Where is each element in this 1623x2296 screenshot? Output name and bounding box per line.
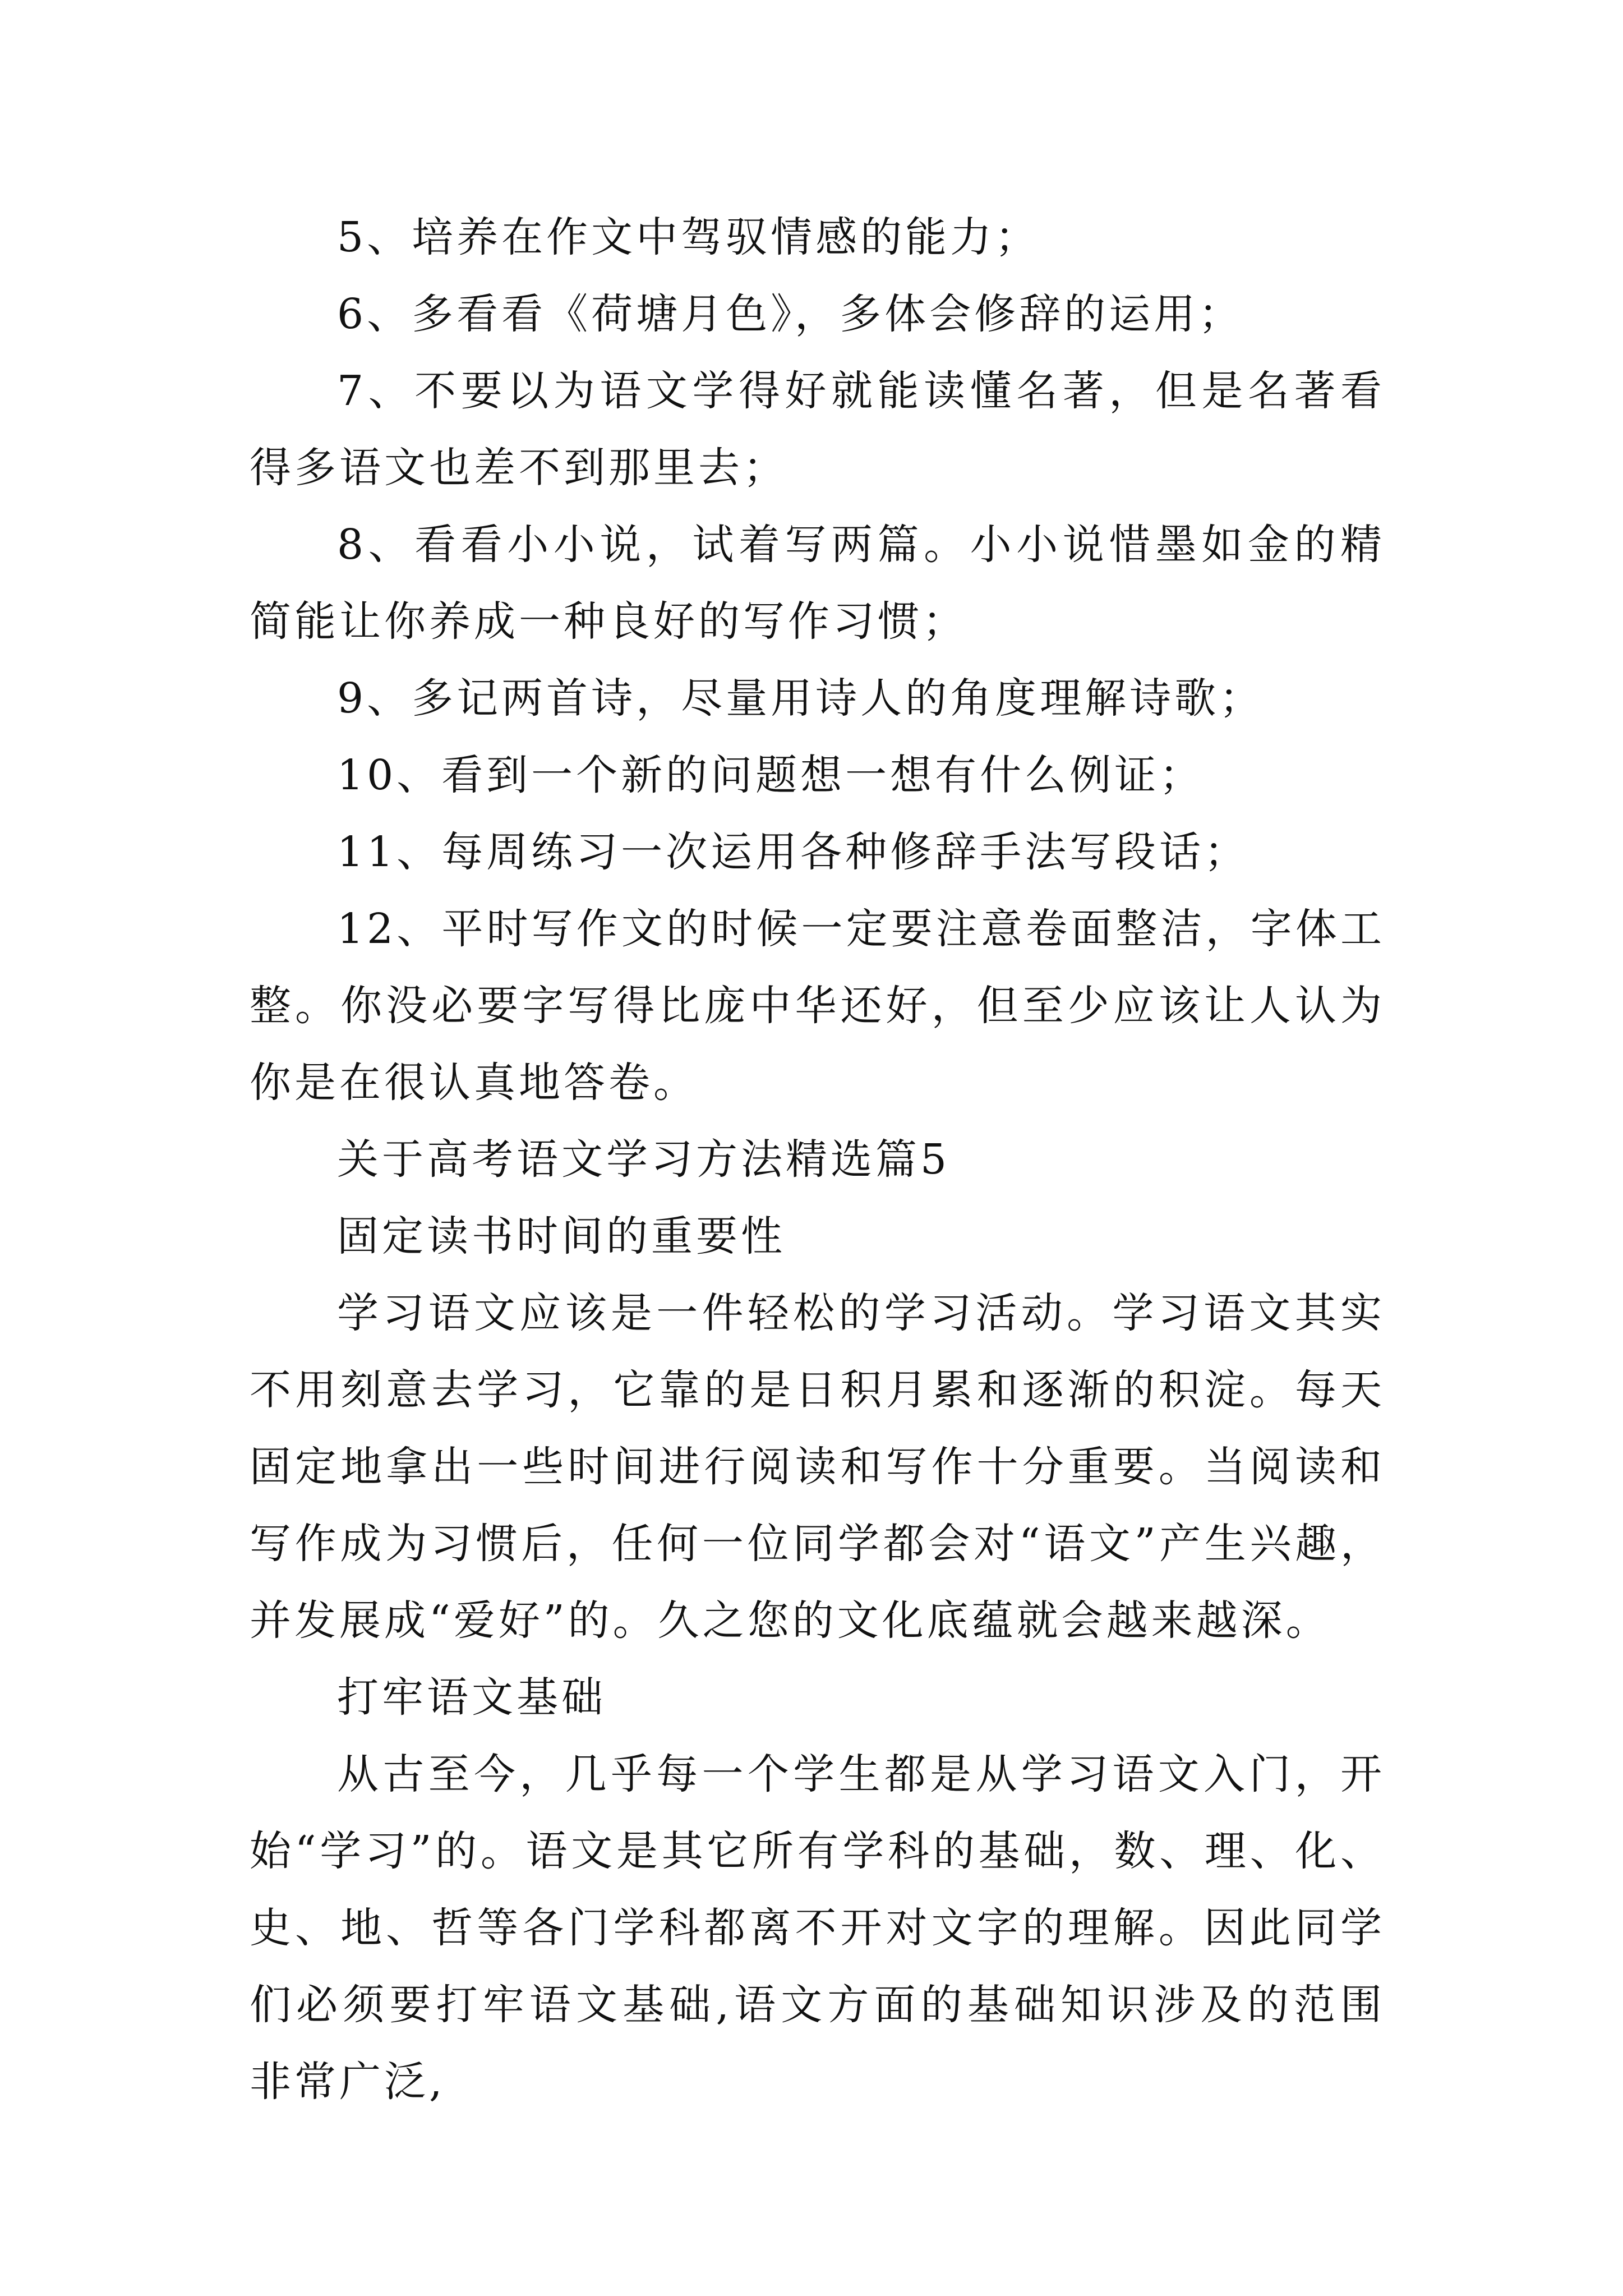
list-item-11: 11、每周练习一次运用各种修辞手法写段话；: [337, 828, 1249, 876]
list-item-10: 10、看到一个新的问题想一想有什么例证；: [337, 751, 1205, 799]
list-item-9: 9、多记两首诗，尽量用诗人的角度理解诗歌；: [337, 674, 1265, 723]
section-title: 关于高考语文学习方法精选篇5: [337, 1135, 951, 1184]
subheading-reading-time: 固定读书时间的重要性: [337, 1212, 786, 1260]
paragraph-reading-time: 学习语文应该是一件轻松的学习活动。学习语文其实不用刻意去学习，它靠的是日积月累和逐渐的积淀。每天固定地拿出一些时间进行阅读和写作十分重要。当阅读和写作成为习惯后，任何一位同学都会对“语文”产生兴趣，并发展成“爱好”的。久之您的文化底蕴就会越来越深。: [250, 1289, 1385, 1645]
list-item-5: 5、培养在作文中驾驭情感的能力；: [337, 213, 1040, 261]
paragraph-foundation: 从古至今，几乎每一个学生都是从学习语文入门，开始“学习”的。语文是其它所有学科的基础，数、理、化、史、地、哲等各门学科都离不开对文字的理解。因此同学们必须要打牢语文基础,语文方面的基础知识涉及的范围非常广泛,: [250, 1750, 1385, 2106]
subheading-foundation: 打牢语文基础: [337, 1673, 606, 1722]
list-item-7: 7、不要以为语文学得好就能读懂名著，但是名著看得多语文也差不到那里去；: [250, 367, 1385, 492]
document-body: [250, 199, 1385, 2120]
list-item-6: 6、多看看《荷塘月色》，多体会修辞的运用；: [337, 290, 1244, 338]
list-item-12: 12、平时写作文的时候一定要注意卷面整洁，字体工整。你没必要字写得比庞中华还好，但至少应该让人认为你是在很认真地答卷。: [250, 905, 1385, 1107]
list-item-8: 8、看看小小说，试着写两篇。小小说惜墨如金的精简能让你养成一种良好的写作习惯；: [250, 521, 1385, 646]
